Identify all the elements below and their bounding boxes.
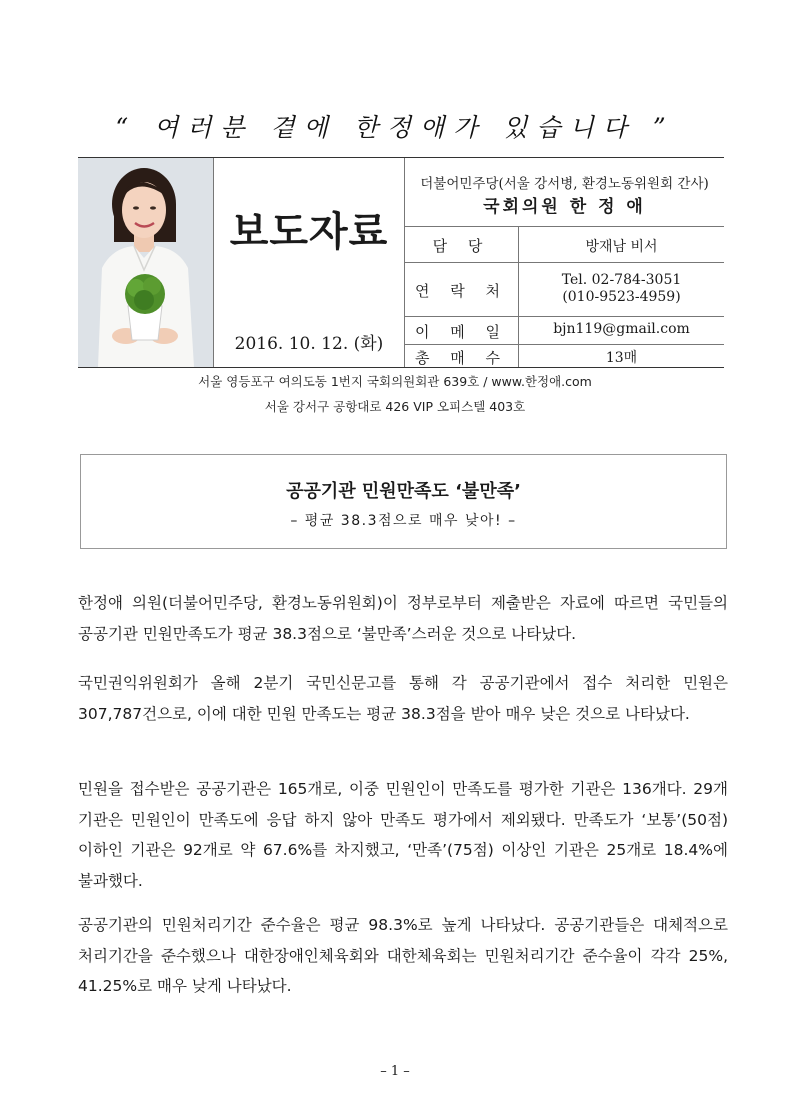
page-count-value: 13매 [605,350,638,366]
mobile-value: (010-9523-4959) [562,289,681,305]
slogan: “ 여러분 곁에 한정애가 있습니다 ” [115,113,675,142]
release-date: 2016. 10. 12. (화) [234,334,384,354]
headline-box [80,454,727,549]
contact-info [405,158,724,367]
office-address-2: 서울 강서구 공항대로 426 VIP 오피스텔 403호 [264,399,526,414]
divider [405,226,724,227]
office-address: 서울 영등포구 여의도동 1번지 국회의원회관 639호 / www.한정애.com [198,374,592,389]
press-release-title-cell [214,158,405,367]
party-affiliation: 더불어민주당(서울 강서병, 환경노동위원회 간사) [420,176,709,192]
lawmaker-photo [78,158,214,367]
divider [405,262,724,263]
divider [405,344,724,345]
phone-label: 연 락 처 [414,282,508,300]
press-header [78,157,724,368]
headline-subtitle: – 평균 38.3점으로 매우 낮아! – [290,513,517,529]
body-paragraph: 공공기관의 민원처리기간 준수율은 평균 98.3%로 높게 나타났다. 공공기관들은 대체적으로 처리기간을 준수했으나 대한장애인체육회와 대한체육회는 민원처리기간 준수율이 각각 25%, 41.25%로 매우 낮게 나타났다. [78,916,728,995]
headline-title: 공공기관 민원만족도 ‘불만족’ [286,481,521,502]
contact-person-label: 담 당 [432,237,491,255]
body-paragraph: 한정애 의원(더불어민주당, 환경노동위원회)이 정부로부터 제출받은 자료에 따르면 국민들의 공공기관 민원만족도가 평균 38.3점으로 ‘불만족’스러운 것으로 나타났다. [78,594,728,643]
email-value[interactable]: bjn119@gmail.com [553,321,690,337]
email-label: 이 메 일 [414,323,508,341]
divider [405,316,724,317]
member-name: 국회의원 한 정 애 [483,197,646,217]
body-paragraph: 국민권익위원회가 올해 2분기 국민신문고를 통해 각 공공기관에서 접수 처리한 민원은 307,787건으로, 이에 대한 민원 만족도는 평균 38.3점을 받아 매우 낮은 것으로 나타났다. [78,674,728,723]
phone-value: Tel. 02-784-3051 [561,272,682,288]
page-count-label: 총 매 수 [414,349,508,367]
body-paragraph: 민원을 접수받은 공공기관은 165개로, 이중 민원인이 만족도를 평가한 기관은 136개다. 29개 기관은 민원인이 만족도에 응답 하지 않아 만족도 평가에서 제외됐다. 만족도가 ‘보통’(50점) 이하인 기관은 92개로 약 67.6%를 차지했고, ‘만족’(75점) 이상인 기관은 25개로 18.4%에 불과했다. [78,780,728,890]
page-number: – 1 – [380,1064,410,1079]
contact-person-value: 방재남 비서 [585,239,658,255]
press-release-title: 보도자료 [229,209,389,255]
